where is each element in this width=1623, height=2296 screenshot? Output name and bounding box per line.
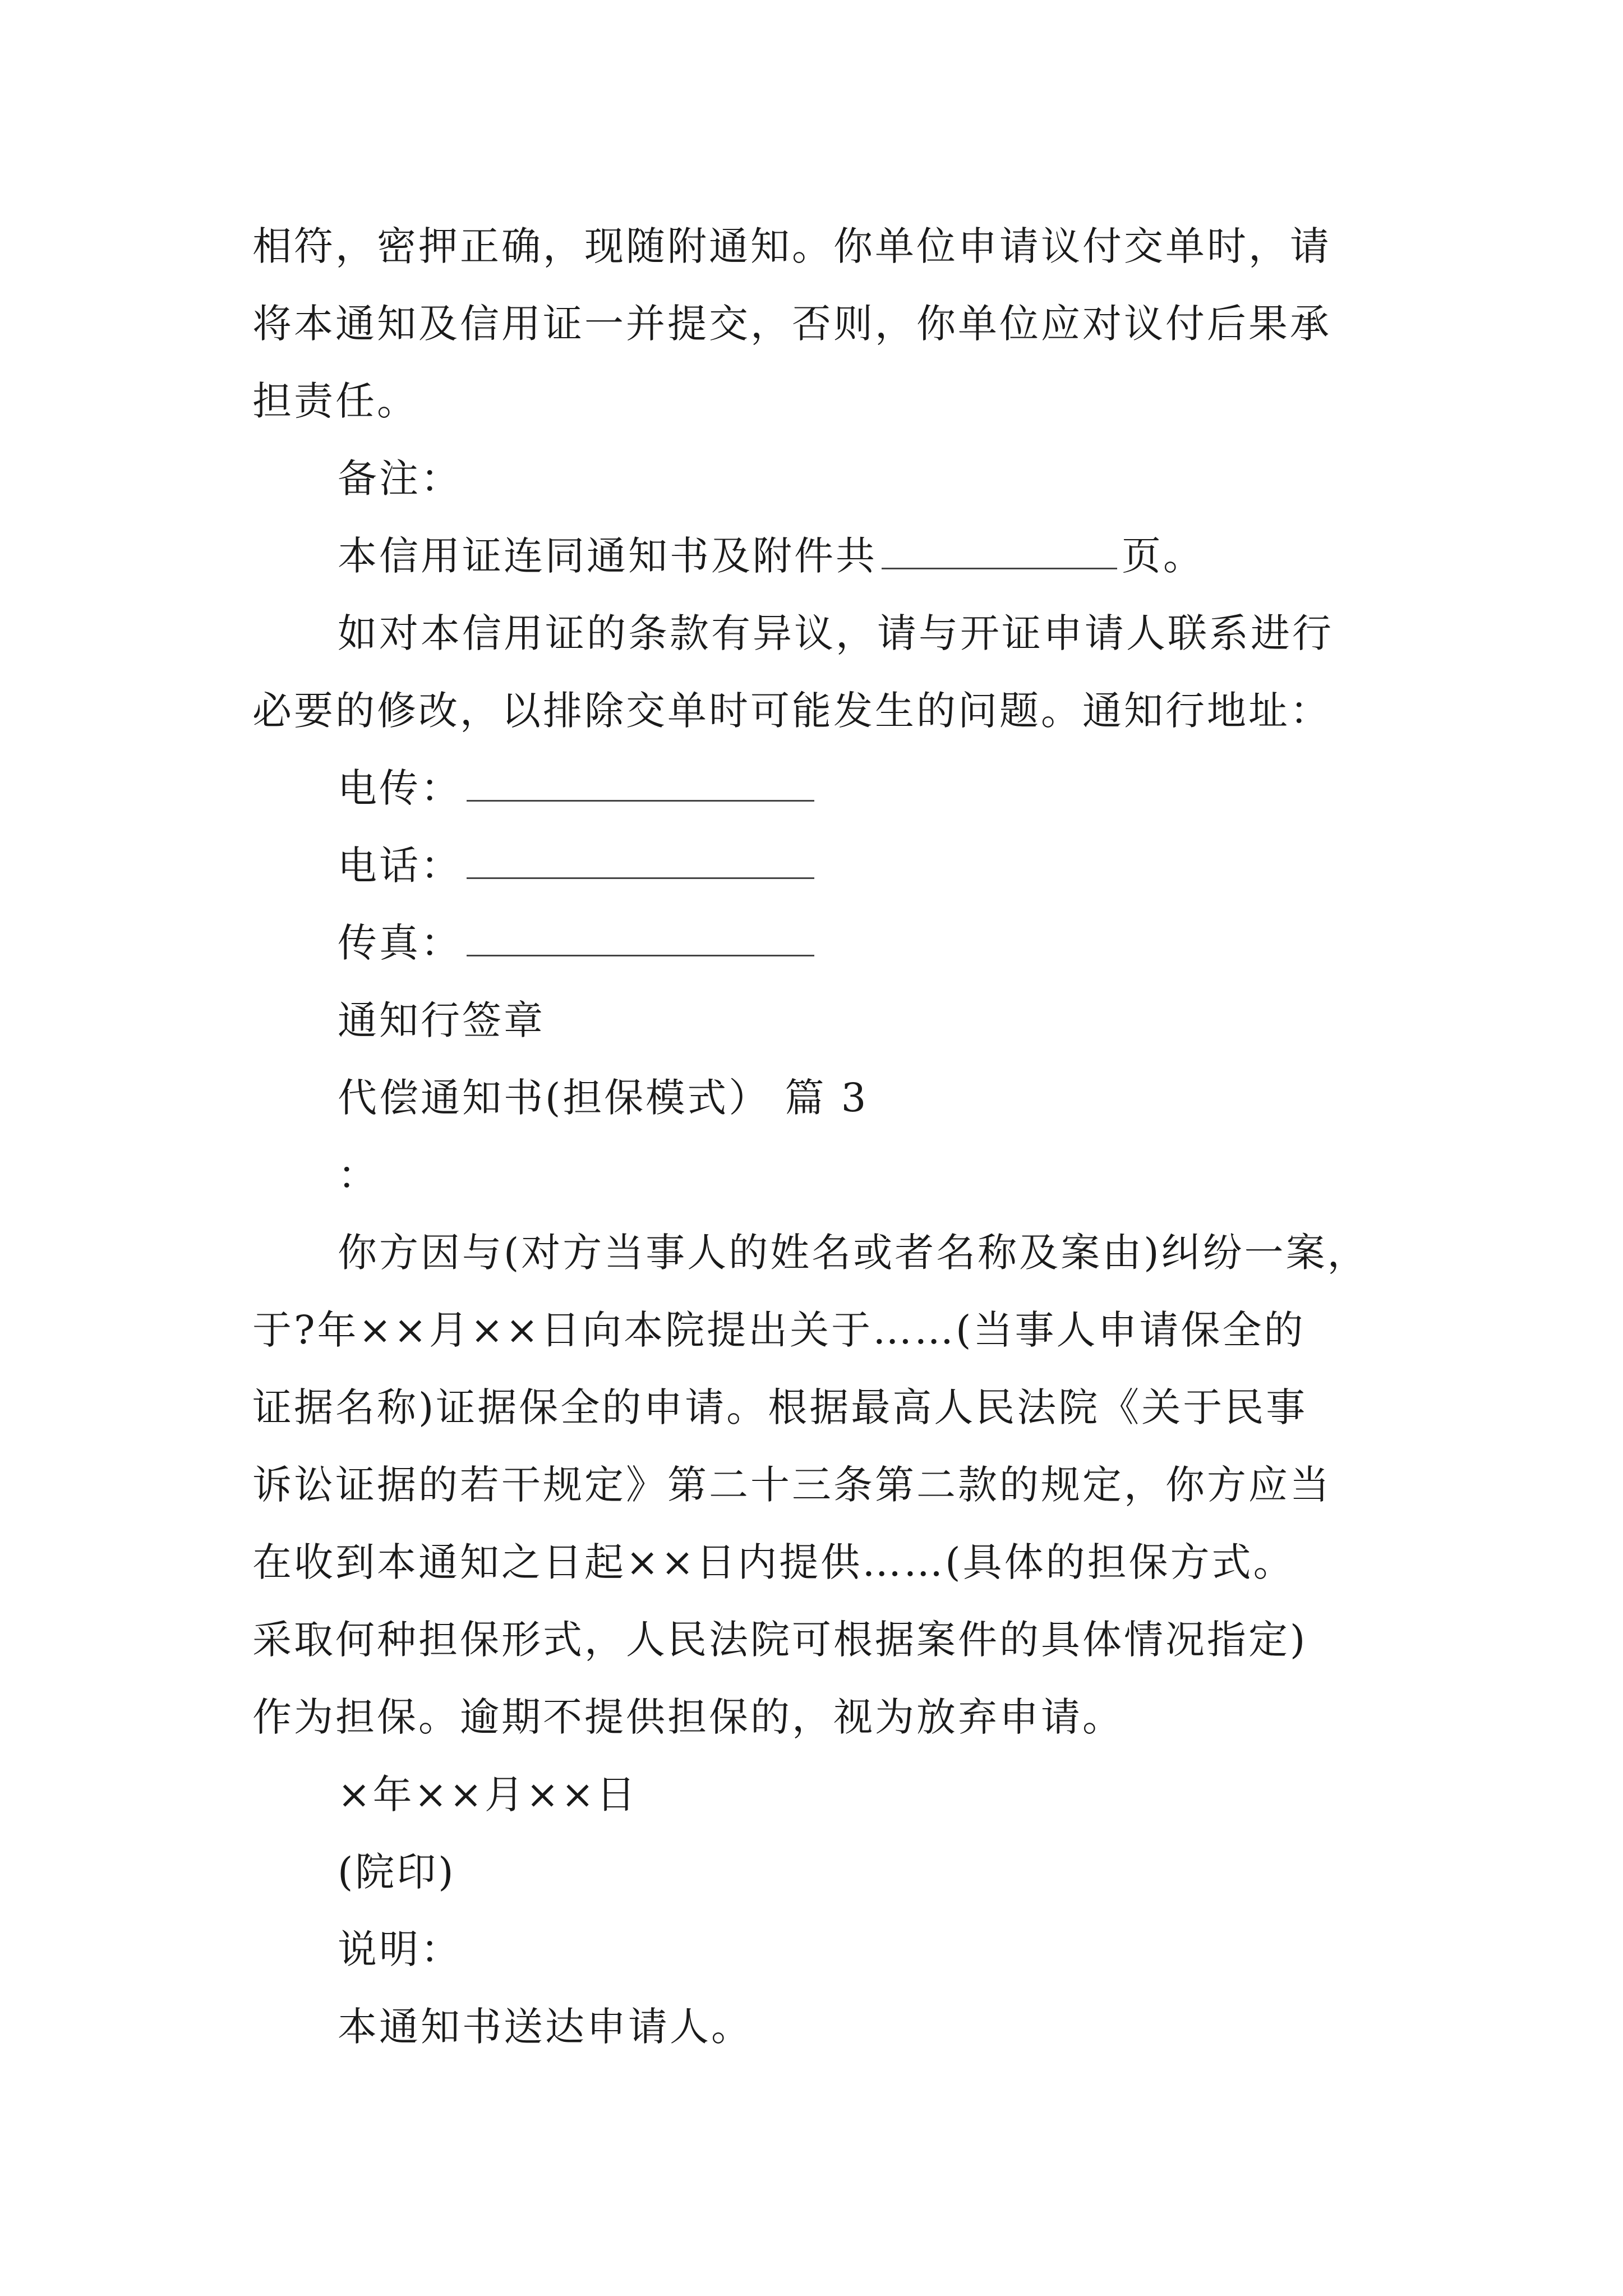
pages-suffix: 页。 xyxy=(1122,533,1205,579)
section-title: 代偿通知书(担保模式） 篇 3 xyxy=(338,1075,869,1121)
date-line: ×年××月××日 xyxy=(338,1772,638,1818)
body-line: 证据名称)证据保全的申请。根据最高人民法院《关于民事 xyxy=(252,1384,1308,1430)
telex-blank xyxy=(467,766,814,802)
paragraph-line: 担责任。 xyxy=(252,378,418,424)
body-line: 在收到本通知之日起××日内提供……(具体的担保方式。 xyxy=(252,1539,1295,1585)
fax-blank xyxy=(467,921,814,956)
court-seal: (院印) xyxy=(338,1849,456,1895)
objection-line: 必要的修改，以排除交单时可能发生的问题。通知行地址： xyxy=(252,688,1331,734)
colon-line: ： xyxy=(338,1152,379,1198)
phone-label: 电话： xyxy=(338,843,462,889)
fax-line xyxy=(252,904,1380,982)
body-line: 采取何种担保形式，人民法院可根据案件的具体情况指定) xyxy=(252,1617,1308,1663)
phone-blank xyxy=(467,844,814,879)
body-line: 于?年××月××日向本院提出关于……(当事人申请保全的 xyxy=(252,1307,1306,1353)
body-line: 诉讼证据的若干规定》第二十三条第二款的规定，你方应当 xyxy=(252,1462,1331,1508)
note-label: 说明： xyxy=(338,1926,462,1972)
fax-label: 传真： xyxy=(338,920,462,966)
telex-label: 电传： xyxy=(338,765,462,811)
body-line: 你方因与(对方当事人的姓名或者名称及案由)纠纷一案， xyxy=(338,1230,1369,1276)
paragraph-line: 相符，密押正确，现随附通知。你单位申请议付交单时，请 xyxy=(252,223,1331,269)
telex-line xyxy=(252,749,1380,827)
note-text: 本通知书送达申请人。 xyxy=(338,2004,753,2050)
document-body xyxy=(252,208,1380,2065)
pages-prefix: 本信用证连同通知书及附件共 xyxy=(338,533,877,579)
pages-count-blank xyxy=(882,534,1117,569)
phone-line xyxy=(252,827,1380,904)
bank-seal: 通知行签章 xyxy=(338,997,545,1043)
pages-count-line xyxy=(252,517,1380,595)
remark-label: 备注： xyxy=(338,455,462,501)
body-line: 作为担保。逾期不提供担保的，视为放弃申请。 xyxy=(252,1694,1124,1740)
paragraph-line: 将本通知及信用证一并提交，否则，你单位应对议付后果承 xyxy=(252,301,1331,347)
objection-line: 如对本信用证的条款有异议，请与开证申请人联系进行 xyxy=(338,610,1334,656)
